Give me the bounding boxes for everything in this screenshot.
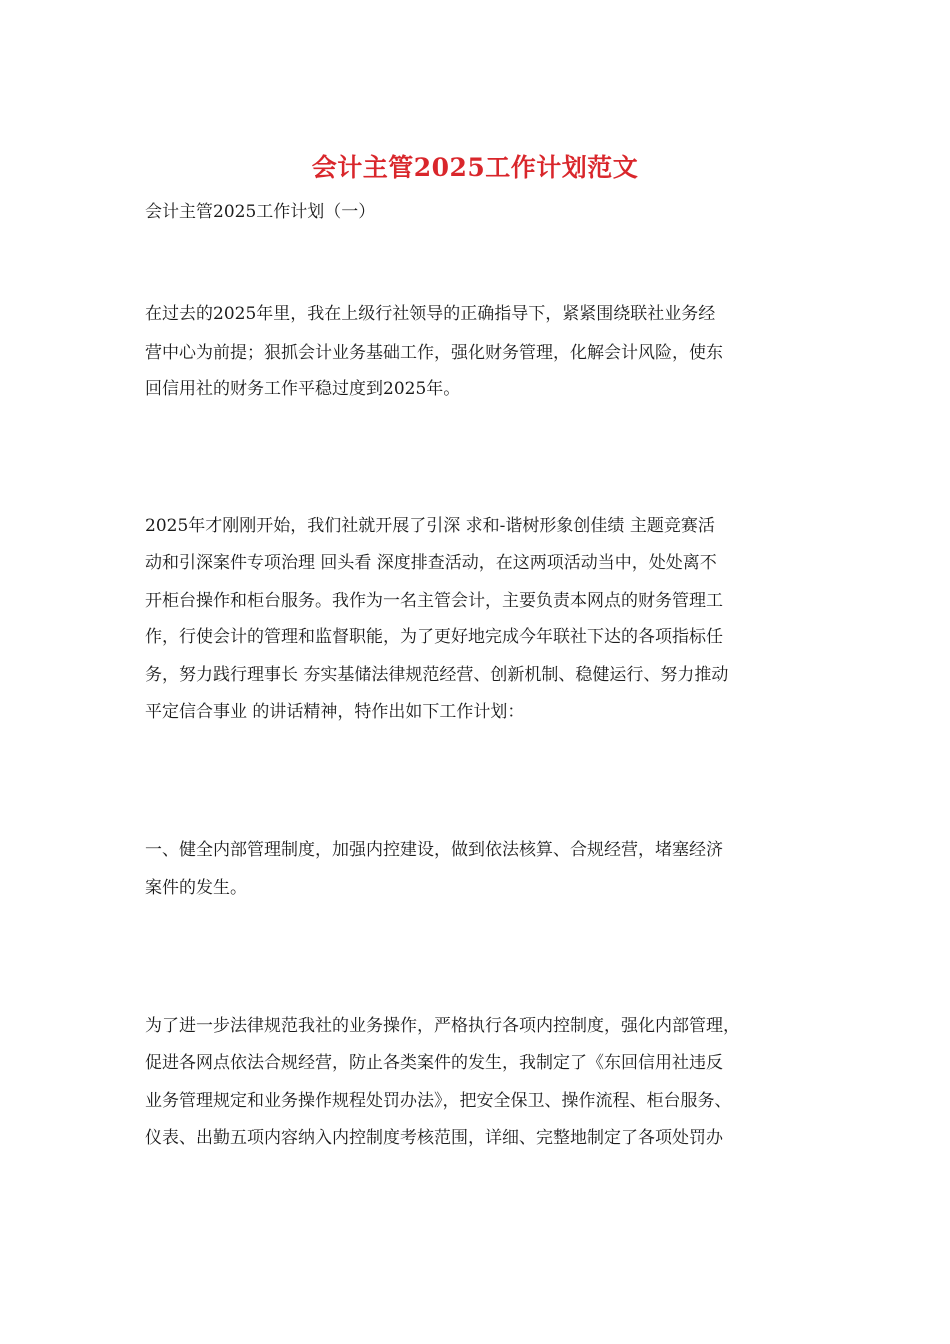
paragraph-3-line-2: 案件的发生。 xyxy=(145,878,247,898)
paragraph-2-line-4: 作，行使会计的管理和监督职能，为了更好地完成今年联社下达的各项指标任 xyxy=(145,627,723,647)
paragraph-4-line-4: 仪表、出勤五项内容纳入内控制度考核范围，详细、完整地制定了各项处罚办 xyxy=(145,1128,723,1148)
paragraph-2-line-1: 2025年才刚刚开始，我们社就开展了引深 求和-谐树形象创佳绩 主题竞赛活 xyxy=(145,516,715,536)
paragraph-4-line-2: 促进各网点依法合规经营，防止各类案件的发生，我制定了《东回信用社违反 xyxy=(145,1053,723,1073)
document-title: 会计主管2025工作计划范文 xyxy=(311,153,639,182)
paragraph-2-line-2: 动和引深案件专项治理 回头看 深度排查活动，在这两项活动当中，处处离不 xyxy=(145,553,717,573)
document-subtitle: 会计主管2025工作计划（一） xyxy=(145,202,376,222)
paragraph-4-line-3: 业务管理规定和业务操作规程处罚办法》，把安全保卫、操作流程、柜台服务、 xyxy=(145,1091,732,1111)
paragraph-3-line-1: 一、健全内部管理制度，加强内控建设，做到依法核算、合规经营，堵塞经济 xyxy=(145,840,723,860)
paragraph-4-line-1: 为了进一步法律规范我社的业务操作，严格执行各项内控制度，强化内部管理， xyxy=(145,1016,740,1036)
paragraph-1-line-3: 回信用社的财务工作平稳过度到2025年。 xyxy=(145,379,461,399)
paragraph-2-line-3: 开柜台操作和柜台服务。我作为一名主管会计，主要负责本网点的财务管理工 xyxy=(145,591,723,611)
paragraph-2-line-6: 平定信合事业 的讲话精神，特作出如下工作计划： xyxy=(145,702,525,722)
paragraph-1-line-2: 营中心为前提；狠抓会计业务基础工作，强化财务管理，化解会计风险，使东 xyxy=(145,343,723,363)
paragraph-2-line-5: 务，努力践行理事长 夯实基储法律规范经营、创新机制、稳健运行、努力推动 xyxy=(145,665,729,685)
paragraph-1-line-1: 在过去的2025年里，我在上级行社领导的正确指导下，紧紧围绕联社业务经 xyxy=(145,304,716,324)
